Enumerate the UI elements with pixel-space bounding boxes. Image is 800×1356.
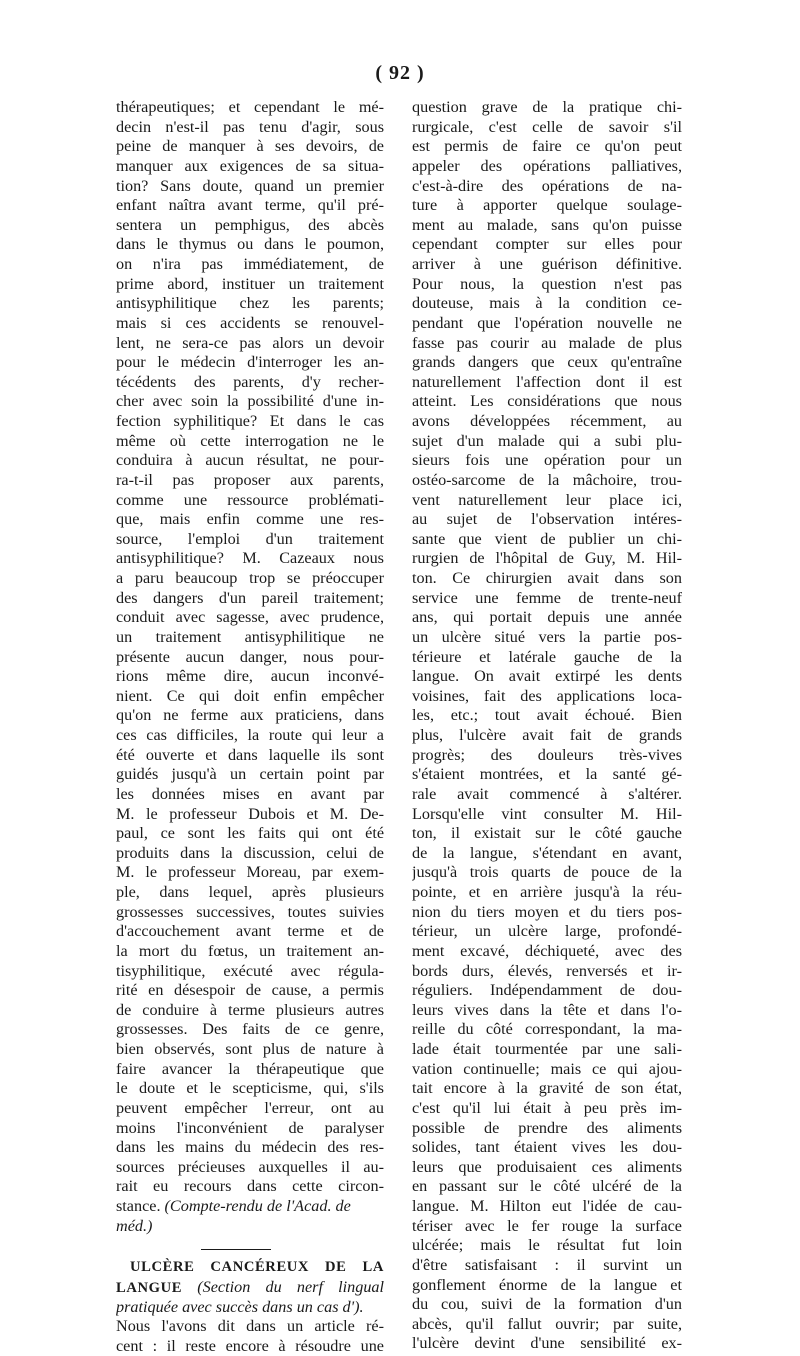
text-line: mais si ces accidents se renouvel- [116, 313, 384, 332]
text-line: reille du côté correspondant, la ma- [412, 1020, 682, 1039]
text-line: sentera un pemphigus, des abcès [116, 215, 384, 234]
text-line: Lorsqu'elle vint consulter M. Hil- [412, 804, 682, 823]
text-line: d'être satisfaisant : il survint un [412, 1255, 682, 1274]
text-line: ces cas difficiles, la route qui leur a [116, 726, 384, 744]
text-line: a paru beaucoup trop se préoccuper [116, 569, 384, 587]
text-line: bien observés, sont plus de nature à [116, 1040, 384, 1058]
text-line: les données mises en avant par [116, 784, 384, 803]
text-line: au sujet de l'observation intéres- [412, 510, 682, 529]
text-line: solides, tant étaient vives les dou- [412, 1138, 682, 1157]
text-line: en passant sur le côté ulcéré de la [412, 1177, 682, 1196]
text-line: langue. M. Hilton eut l'idée de cau- [412, 1197, 682, 1215]
section-subtitle-1: (Section du nerf lingual [197, 1277, 384, 1296]
text-line: un traitement antisyphilitique ne [116, 627, 384, 646]
text-line: ple, dans lequel, après plusieurs [116, 883, 384, 901]
text-line: abcès, qu'il fallut ouvrir; par suite, [412, 1314, 682, 1333]
text-line: peine de manquer à ses devoirs, de [116, 137, 384, 156]
citation-end: méd.) [116, 1216, 153, 1235]
text-line: manquer aux exigences de sa situa- [116, 156, 384, 175]
text-line: vent naturellement leur place ici, [412, 490, 682, 509]
text-line: rale avait commencé à s'altérer. [412, 784, 682, 803]
text-line: pendant que l'opération nouvelle ne [412, 313, 682, 332]
page-number: ( 92 ) [375, 62, 425, 84]
text-line: source, l'emploi d'un traitement [116, 529, 384, 548]
text-line: rurgicale, c'est celle de savoir s'il [412, 117, 682, 136]
citation-line [116, 1197, 384, 1217]
text-line: qu'on ne ferme aux praticiens, dans [116, 706, 384, 725]
text-line: les, etc.; tout avait échoué. Bien [412, 706, 682, 725]
text-line: la mort du fœtus, un traitement an- [116, 941, 384, 960]
section-title-2: LANGUE [116, 1279, 183, 1296]
text-line: térieur, un ulcère large, profondé- [412, 922, 682, 941]
text-line: lent, ne sera-ce pas alors un devoir [116, 333, 384, 352]
text-line: on n'ira pas immédiatement, de [116, 255, 384, 273]
text-line: dans le thymus ou dans le poumon, [116, 235, 384, 254]
text-line: ture à apporter quelque soulage- [412, 196, 682, 215]
section-title-line-2 [116, 1278, 384, 1298]
paragraph-end-text: stance. [116, 1197, 161, 1215]
text-line: Pour nous, la question n'est pas [412, 274, 682, 293]
text-line: progrès; des douleurs très-vives [412, 745, 682, 764]
text-line: été ouverte et dans laquelle ils sont [116, 745, 384, 764]
text-line: même où cette interrogation ne le [116, 431, 384, 450]
text-line: tisyphilitique, exécuté avec régula- [116, 961, 384, 980]
text-line: arriver à une guérison définitive. [412, 255, 682, 273]
text-line: douteuse, mais à la condition ce- [412, 294, 682, 313]
text-line: des dangers d'un pareil traitement; [116, 588, 384, 607]
text-line: ulcérée; mais le résultat fut loin [412, 1236, 682, 1255]
text-line: présente aucun danger, nous pour- [116, 647, 384, 666]
text-line: antisyphilitique? M. Cazeaux nous [116, 549, 384, 568]
text-line: avons développées récemment, au [412, 412, 682, 430]
text-line: le doute et le scepticisme, qui, s'ils [116, 1079, 384, 1098]
text-line: question grave de la pratique chi- [412, 98, 682, 116]
text-line: antisyphilitique chez les parents; [116, 294, 384, 313]
text-line: ans, qui portait depuis une année [412, 608, 682, 627]
text-line: produits dans la discussion, celui de [116, 843, 384, 862]
right-paragraph [412, 98, 682, 1354]
text-line: rité en désespoir de cause, a permis [116, 981, 384, 1000]
text-line: ton, il existait sur le côté gauche [412, 824, 682, 843]
text-line: de la langue, s'étendant en avant, [412, 843, 682, 862]
text-line: c'est-à-dire des opérations de na- [412, 176, 682, 195]
text-line: prime abord, instituer un traitement [116, 274, 384, 293]
text-line: cent : il reste encore à résoudre une [116, 1336, 384, 1355]
text-line: tion? Sans doute, quand un premier [116, 176, 384, 195]
citation-text: (Compte-rendu de l'Acad. de [164, 1197, 351, 1215]
text-line: atteint. Les considérations que nous [412, 392, 682, 411]
left-paragraph-1 [116, 98, 384, 1197]
text-line: térieure et latérale gauche de la [412, 647, 682, 666]
section-subtitle-2: pratiquée avec succès dans un cas d'). [116, 1297, 364, 1316]
left-paragraph-2 [116, 1317, 384, 1356]
section-title: ULCÈRE CANCÉREUX DE LA [130, 1259, 384, 1276]
text-line: rait eu recours dans cette circon- [116, 1177, 384, 1196]
text-line: fasse pas courir au malade de plus [412, 333, 682, 352]
section-divider [201, 1249, 271, 1250]
text-line: ment au malade, sans qu'on puisse [412, 215, 682, 234]
text-line: moins l'inconvénient de paralyser [116, 1118, 384, 1137]
text-line: naturellement l'affection dont il est [412, 372, 682, 391]
text-line: guidés jusqu'à un certain point par [116, 765, 384, 784]
text-line: leurs que produisaient ces aliments [412, 1157, 682, 1176]
text-line: técédents des parents, d'y recher- [116, 372, 384, 391]
text-line: possible de prendre des aliments [412, 1118, 682, 1137]
text-line: decin n'est-il pas tenu d'agir, sous [116, 117, 384, 136]
text-line: cher avec soin la possibilité d'une in- [116, 392, 384, 411]
text-line: ton. Ce chirurgien avait dans son [412, 569, 682, 587]
text-line: réguliers. Indépendamment de dou- [412, 981, 682, 1000]
text-line: nion du tiers moyen et du tiers pos- [412, 902, 682, 921]
text-line: M. le professeur Moreau, par exem- [116, 863, 384, 882]
left-column [116, 98, 384, 1356]
text-line: service une femme de trente-neuf [412, 588, 682, 607]
text-line: paul, ce sont les faits qui ont été [116, 824, 384, 843]
text-line: Nous l'avons dit dans un article ré- [116, 1317, 384, 1336]
text-line: sieurs fois une opération pour un [412, 451, 682, 470]
text-line: plus, l'ulcère avait fait de grands [412, 726, 682, 744]
text-line: sante que vient de publier un chi- [412, 529, 682, 548]
text-line: cependant compter sur elles pour [412, 235, 682, 254]
text-line: faire avancer la thérapeutique que [116, 1059, 384, 1078]
text-line: M. le professeur Dubois et M. De- [116, 804, 384, 823]
text-line: sujet d'un malade qui a subi plu- [412, 431, 682, 450]
text-line: voisines, fait des applications loca- [412, 686, 682, 705]
text-line: d'accouchement avant terme et de [116, 922, 384, 941]
text-line: peuvent empêcher l'erreur, ont au [116, 1098, 384, 1117]
text-line: ment excavé, déchiqueté, avec des [412, 941, 682, 960]
text-line: grossesses. Des faits de ce genre, [116, 1020, 384, 1039]
text-line: fection syphilitique? Et dans le cas [116, 412, 384, 430]
text-line: grands dangers que ceux qu'entraîne [412, 353, 682, 372]
text-line: un ulcère situé vers la partie pos- [412, 627, 682, 646]
text-line: jusqu'à trois quarts de pouce de la [412, 863, 682, 882]
text-line: pour le médecin d'interroger les an- [116, 353, 384, 372]
text-line: nient. Ce qui doit enfin empêcher [116, 686, 384, 705]
text-line: ra-t-il pas proposer aux parents, [116, 470, 384, 489]
text-line: rurgien de l'hôpital de Guy, M. Hil- [412, 549, 682, 568]
text-line: tait encore à la gravité de son état, [412, 1079, 682, 1098]
text-line: de conduire à terme plusieurs autres [116, 1000, 384, 1019]
text-line: du cou, suivi de la formation d'un [412, 1295, 682, 1314]
text-line: c'est qu'il lui était à peu près im- [412, 1098, 682, 1117]
text-line: pointe, et en arrière jusqu'à la réu- [412, 883, 682, 901]
text-line: rions même dire, aucun inconvé- [116, 667, 384, 686]
text-line: sources précieuses auxquelles il au- [116, 1157, 384, 1176]
text-line: thérapeutiques; et cependant le mé- [116, 98, 384, 116]
text-line: lade était tourmentée par une sali- [412, 1040, 682, 1058]
right-column [412, 98, 682, 1354]
text-line: appeler des opérations palliatives, [412, 156, 682, 175]
text-line: s'étaient montrées, et la santé gé- [412, 765, 682, 784]
text-line: conduit avec sagesse, avec prudence, [116, 608, 384, 627]
text-line: tériser avec le fer rouge la surface [412, 1216, 682, 1235]
text-line: grossesses successives, toutes suivies [116, 902, 384, 921]
text-line: langue. On avait extirpé les dents [412, 667, 682, 686]
text-line: l'ulcère devint d'une sensibilité ex- [412, 1334, 682, 1353]
text-line: dans les mains du médecin des res- [116, 1138, 384, 1157]
text-line: ostéo-sarcome de la mâchoire, trou- [412, 470, 682, 489]
text-line: vation continuelle; mais ce qui ajou- [412, 1059, 682, 1078]
text-line: gonflement énorme de la langue et [412, 1275, 682, 1294]
text-line: est permis de faire ce qu'on peut [412, 137, 682, 156]
text-line: enfant naîtra avant terme, qu'il pré- [116, 196, 384, 215]
text-line: comme une ressource problémati- [116, 490, 384, 509]
text-line: bords durs, élevés, renversés et ir- [412, 961, 682, 980]
text-line: que, mais enfin comme une res- [116, 510, 384, 529]
text-line: conduira à aucun résultat, ne pour- [116, 451, 384, 470]
text-line: leurs vives dans la tête et dans l'o- [412, 1000, 682, 1019]
